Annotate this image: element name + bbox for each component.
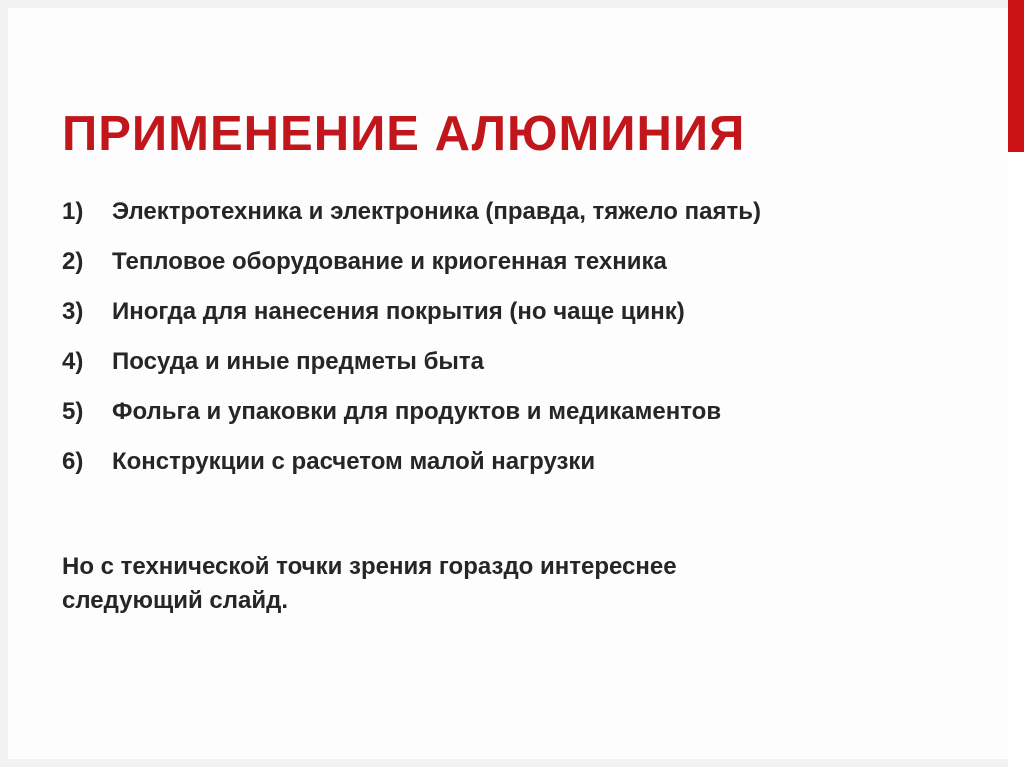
list-item <box>62 397 761 447</box>
list-item-text: Посуда и иные предметы быта <box>112 348 484 375</box>
list-item-number: 1) <box>62 198 84 225</box>
usage-list <box>62 197 761 497</box>
closing-note-line-2: следующий слайд. <box>62 587 289 614</box>
list-item-text: Иногда для нанесения покрытия (но чаще цинк) <box>112 298 685 325</box>
closing-note-line-1: Но с технической точки зрения гораздо интереснее <box>62 553 677 580</box>
list-item-text: Электротехника и электроника (правда, тяжело паять) <box>112 198 761 225</box>
list-item-number: 3) <box>62 298 84 325</box>
list-item <box>62 197 761 247</box>
list-item-number: 5) <box>62 398 84 425</box>
list-item-number: 6) <box>62 448 84 475</box>
list-item-number: 2) <box>62 248 84 275</box>
list-item <box>62 247 761 297</box>
accent-bar <box>1008 0 1024 152</box>
list-item <box>62 347 761 397</box>
list-item-text: Фольга и упаковки для продуктов и медикаментов <box>112 398 722 425</box>
list-item-number: 4) <box>62 348 84 375</box>
slide-title: ПРИМЕНЕНИЕ АЛЮМИНИЯ <box>62 107 746 161</box>
side-strip <box>1008 152 1024 767</box>
list-item <box>62 297 761 347</box>
list-item-text: Тепловое оборудование и криогенная техника <box>112 248 667 275</box>
closing-note <box>62 550 862 618</box>
list-item <box>62 447 761 497</box>
list-item-text: Конструкции с расчетом малой нагрузки <box>112 448 596 475</box>
